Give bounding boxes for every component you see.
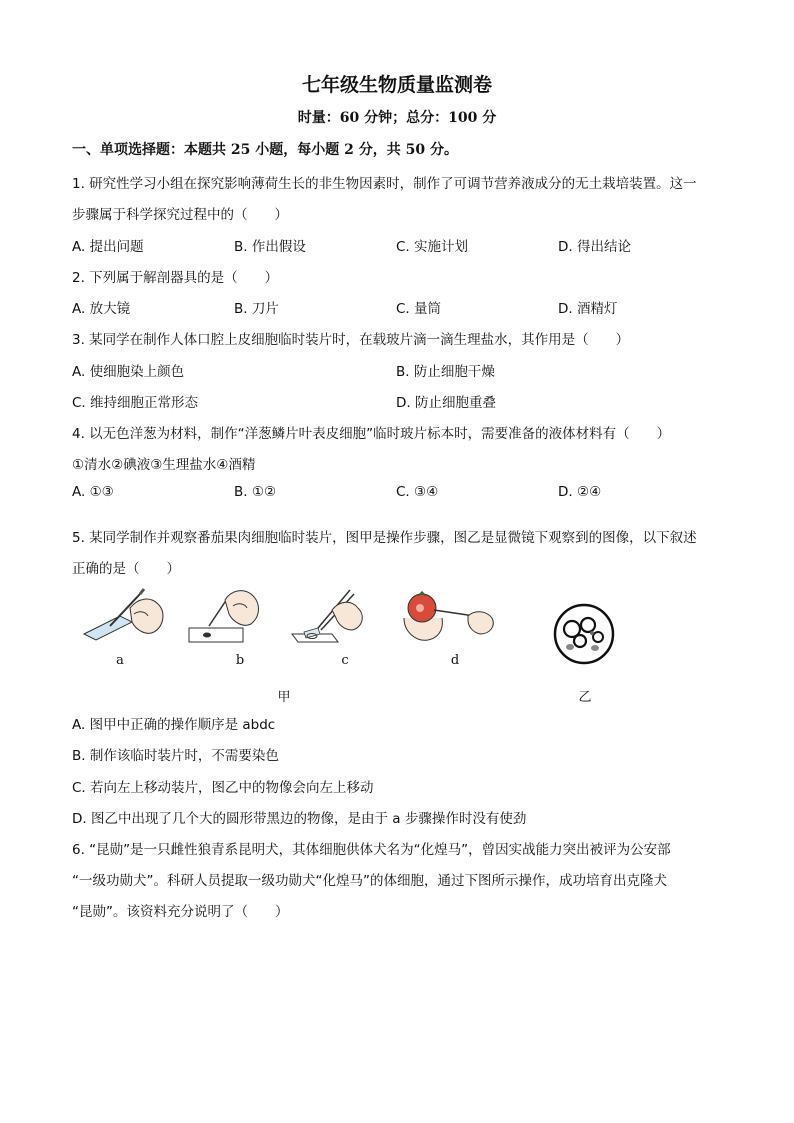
question-4-line-2: ①清水②碘液③生理盐水④酒精 (72, 457, 256, 473)
question-5-option-b: B. 制作该临时装片时，不需要染色 (72, 748, 279, 764)
question-1-line-1: 1. 研究性学习小组在探究影响薄荷生长的非生物因素时，制作了可调节营养液成分的无土栽培装置。这一 (72, 176, 697, 192)
question-2-option-c: C. 量筒 (396, 301, 442, 317)
question-3-option-c: C. 维持细胞正常形态 (72, 395, 199, 411)
question-6-line-1: 6. “昆勋”是一只雌性狼青系昆明犬，其体细胞供体犬名为“化煌马”，曾因实战能力突出被评为公安部 (72, 842, 671, 858)
figure-caption-yi: 乙 (578, 690, 592, 705)
figure-step-b-label: b (235, 653, 245, 668)
question-5-option-d: D. 图乙中出现了几个大的圆形带黑边的物像，是由于 a 步骤操作时没有使劲 (72, 811, 527, 827)
question-6-line-2: “一级功勋犬”。科研人员提取一级功勋犬“化煌马”的体细胞，通过下图所示操作，成功培育出克隆犬 (72, 873, 667, 889)
question-1-line-2: 步骤属于科学探究过程中的（ ） (72, 207, 288, 223)
question-2-option-d: D. 酒精灯 (558, 301, 618, 317)
question-4-option-a: A. ①③ (72, 484, 114, 500)
figure-step-d-illustration (398, 588, 503, 646)
section-heading: 一、单项选择题：本题共 25 小题，每小题 2 分，共 50 分。 (72, 142, 458, 158)
question-2-option-a: A. 放大镜 (72, 301, 131, 317)
question-5-option-a: A. 图甲中正确的操作顺序是 abdc (72, 717, 276, 733)
question-2-option-b: B. 刀片 (234, 301, 279, 317)
question-1-option-c: C. 实施计划 (396, 239, 469, 255)
question-3-option-d: D. 防止细胞重叠 (396, 395, 496, 411)
question-1-option-d: D. 得出结论 (558, 239, 631, 255)
question-3-option-b: B. 防止细胞干燥 (396, 364, 495, 380)
question-4-option-c: C. ③④ (396, 484, 439, 500)
figure-step-a-illustration (80, 586, 170, 646)
question-4-option-b: B. ①② (234, 484, 277, 500)
page-title: 七年级生物质量监测卷 (301, 74, 492, 96)
figure-step-b-illustration (185, 584, 270, 646)
question-4-option-d: D. ②④ (558, 484, 602, 500)
question-6-line-3: “昆勋”。该资料充分说明了（ ） (72, 904, 289, 920)
question-5-line-1: 5. 某同学制作并观察番茄果肉细胞临时装片，图甲是操作步骤，图乙是显微镜下观察到的图像，以下叙述 (72, 530, 697, 546)
microscope-view-illustration (548, 603, 620, 665)
figure-step-c-label: c (341, 653, 349, 668)
question-4-line-1: 4. 以无色洋葱为材料，制作“洋葱鳞片叶表皮细胞”临时玻片标本时，需要准备的液体材料有（ ） (72, 426, 671, 442)
question-1-option-b: B. 作出假设 (234, 239, 306, 255)
figure-step-a-label: a (116, 653, 124, 668)
question-1-option-a: A. 提出问题 (72, 239, 144, 255)
figure-caption-jia: 甲 (277, 690, 291, 705)
figure-step-c-illustration (288, 584, 373, 646)
question-5-option-c: C. 若向左上移动装片，图乙中的物像会向左上移动 (72, 780, 374, 796)
figure-step-d-label: d (450, 653, 460, 668)
question-2-line-1: 2. 下列属于解剖器具的是（ ） (72, 270, 279, 286)
question-5-line-2: 正确的是（ ） (72, 561, 180, 577)
question-3-option-a: A. 使细胞染上颜色 (72, 364, 185, 380)
question-3-line-1: 3. 某同学在制作人体口腔上皮细胞临时装片时，在载玻片滴一滴生理盐水，其作用是（ ） (72, 332, 630, 348)
exam-info: 时量：60 分钟；总分：100 分 (297, 110, 497, 126)
